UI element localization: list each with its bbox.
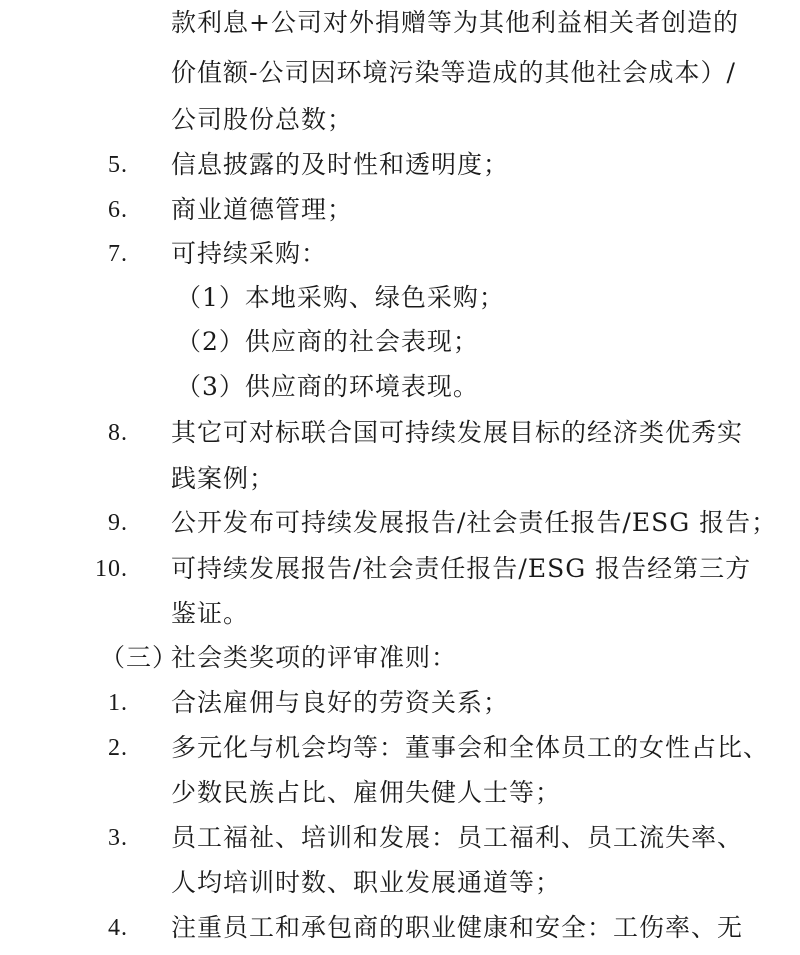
item-text: 合法雇佣与良好的劳资关系； (171, 688, 510, 717)
item-number: 6. (108, 197, 128, 223)
item-text: 人均培训时数、职业发展通道等； (171, 868, 562, 897)
item-text: 商业道德管理； (171, 195, 354, 224)
body-text: 价值额-公司因环境污染等造成的其他社会成本）/ (171, 58, 736, 87)
item-text: 信息披露的及时性和透明度； (171, 150, 510, 179)
item-number: 5. (108, 152, 128, 178)
item-number: 4. (108, 915, 128, 941)
item-text: 注重员工和承包商的职业健康和安全：工伤率、无 (171, 913, 744, 942)
item-number: 10. (95, 556, 128, 582)
item-text: 公开发布可持续发展报告/社会责任报告/ESG 报告； (171, 508, 778, 537)
sub-item-text: （1）本地采购、绿色采购； (176, 283, 505, 312)
item-text: 少数民族占比、雇佣失健人士等； (171, 778, 562, 807)
sub-item-text: （3）供应商的环境表现。 (176, 372, 479, 401)
item-text: 可持续发展报告/社会责任报告/ESG 报告经第三方 (171, 554, 752, 583)
item-number: 8. (108, 420, 128, 446)
section-label: （三） (100, 643, 179, 672)
item-text: 可持续采购： (171, 239, 328, 268)
item-number: 2. (108, 735, 128, 761)
body-text: 公司股份总数； (171, 105, 354, 134)
section-title: 社会类奖项的评审准则： (171, 643, 458, 672)
item-text: 员工福祉、培训和发展：员工福利、员工流失率、 (171, 823, 744, 852)
item-text: 其它可对标联合国可持续发展目标的经济类优秀实 (171, 418, 744, 447)
item-number: 1. (108, 690, 128, 716)
item-text: 践案例； (171, 464, 276, 493)
item-text: 鉴证。 (171, 599, 250, 628)
item-number: 3. (108, 825, 128, 851)
item-number: 9. (108, 510, 128, 536)
item-text: 多元化与机会均等：董事会和全体员工的女性占比、 (171, 733, 770, 762)
item-number: 7. (108, 241, 128, 267)
sub-item-text: （2）供应商的社会表现； (176, 327, 479, 356)
body-text: 款利息+公司对外捐赠等为其他利益相关者创造的 (171, 8, 739, 37)
